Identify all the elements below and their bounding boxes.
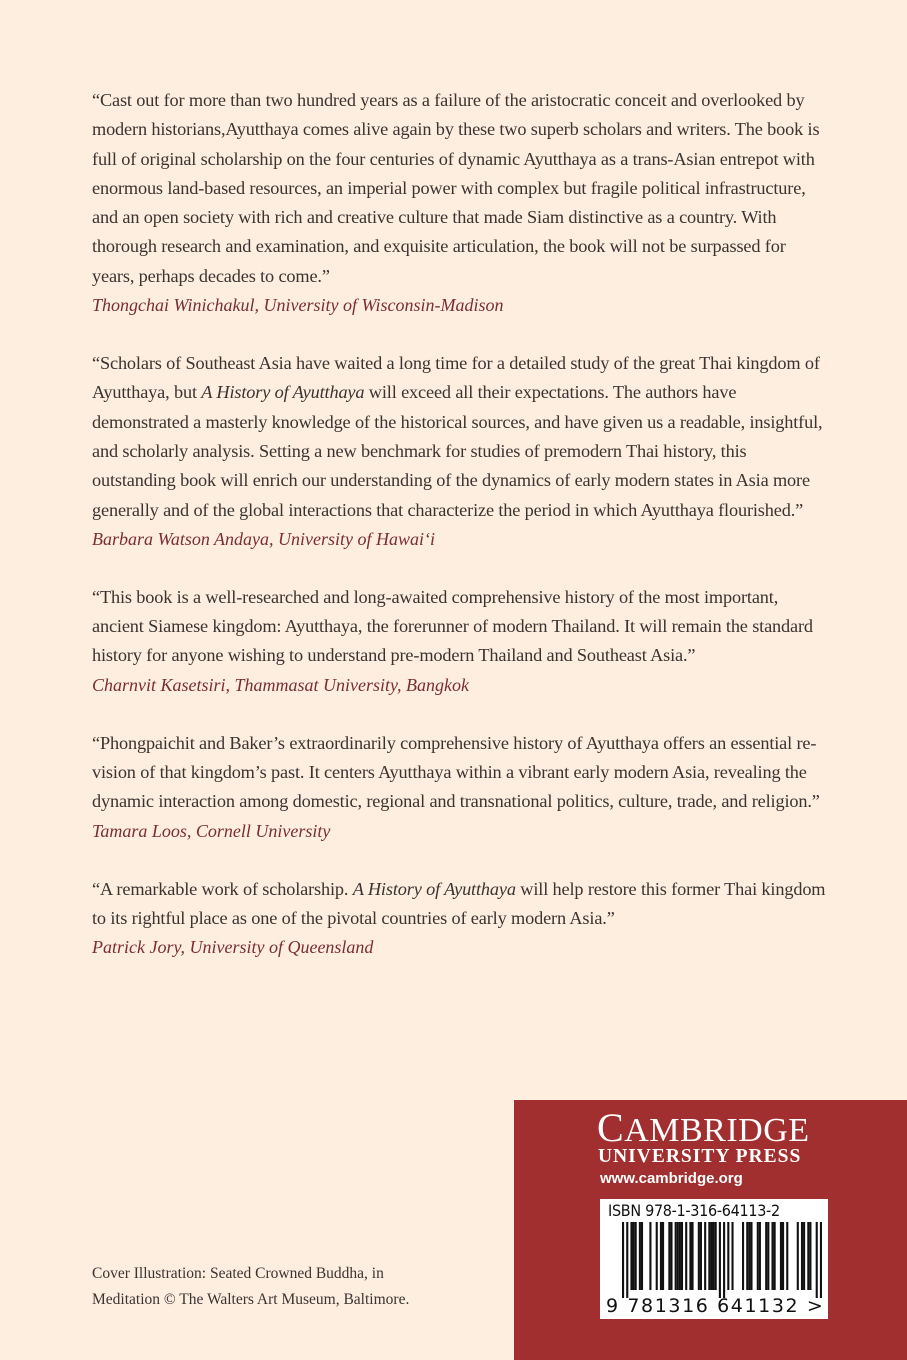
barcode-bar — [675, 1222, 677, 1290]
barcode-bar — [767, 1222, 769, 1290]
barcode-bar — [633, 1222, 635, 1290]
quote-text: “A remarkable work of scholarship. — [92, 878, 353, 899]
quote-text: “This book is a well-researched and long-awaited comprehensive history of the most important, ancient Siamese kingdom: Ayutthaya, the forerunner of modern Thailand. It will remain the standard history for anyone wishing to understand pre-modern Thailand and Southeast Asia.” — [92, 586, 813, 666]
credit-line-2: Meditation © The Walters Art Museum, Baltimore. — [92, 1291, 410, 1308]
isbn-label: ISBN 978-1-316-64113-2 — [608, 1201, 780, 1220]
logo-rest: AMBRIDGE — [624, 1112, 810, 1149]
endorsement — [92, 729, 832, 846]
credit-line-1: Cover Illustration: Seated Crowned Buddha, in — [92, 1265, 384, 1282]
barcode-bar — [723, 1222, 725, 1298]
publisher-panel — [514, 1100, 907, 1360]
barcode-bar — [748, 1222, 750, 1290]
quote-text: will help restore this former Thai kingdom to its rightful place as one of the pivotal countries of early modern Asia.” — [92, 878, 826, 928]
quote-text: “Phongpaichit and Baker’s extraordinarily comprehensive history of Ayutthaya offers an essential re-vision of that kingdom’s past. It centers Ayutthaya within a vibrant early modern Asia, revealing the dynamic interaction among domestic, regional and transnational politics, culture, trade, and religion.” — [92, 732, 820, 812]
barcode-bar — [677, 1222, 679, 1290]
barcode-bar — [622, 1222, 624, 1298]
logo-initial: C — [597, 1105, 625, 1150]
barcode-bar — [801, 1222, 803, 1290]
barcode-bar — [626, 1222, 628, 1298]
barcode-bar — [771, 1222, 773, 1290]
barcode-bar — [816, 1222, 818, 1298]
endorsements — [92, 86, 832, 991]
publisher-website: www.cambridge.org — [600, 1170, 743, 1187]
barcode-bar — [700, 1222, 702, 1290]
endorsement-quote — [92, 729, 832, 817]
barcode-bar — [759, 1222, 761, 1290]
barcode-bar — [742, 1222, 744, 1290]
barcode-bar — [649, 1222, 651, 1290]
cover-illustration-credit — [92, 1261, 512, 1313]
barcode-bar — [708, 1222, 710, 1290]
barcode-bar — [820, 1222, 822, 1298]
barcode-bar — [809, 1222, 811, 1290]
barcode-bar — [780, 1222, 782, 1290]
barcode-bar — [710, 1222, 712, 1290]
endorsement — [92, 349, 832, 554]
barcode-bar — [746, 1222, 748, 1290]
endorsement-attribution: Charnvit Kasetsiri, Thammasat University, Bangkok — [92, 674, 469, 695]
barcode-bar — [719, 1222, 721, 1298]
quote-text: “Scholars of Southeast Asia have waited a long time for a detailed study of the great Thai kingdom of Ayutthaya, but — [92, 353, 820, 403]
barcode-bar — [803, 1222, 805, 1290]
barcode-bar — [782, 1222, 784, 1290]
barcode-bar — [704, 1222, 706, 1290]
barcode-bar — [656, 1222, 658, 1290]
book-title: A History of Ayutthaya — [201, 382, 365, 403]
barcode-bars — [622, 1222, 822, 1298]
endorsement-attribution: Thongchai Winichakul, University of Wisconsin-Madison — [92, 295, 504, 316]
barcode-bar — [698, 1222, 700, 1290]
barcode-bar — [757, 1222, 759, 1290]
barcode-bar — [715, 1222, 717, 1290]
barcode-bar — [639, 1222, 641, 1290]
barcode-bar — [660, 1222, 662, 1290]
isbn-barcode — [600, 1199, 828, 1319]
barcode-bar — [713, 1222, 715, 1290]
barcode-bar — [679, 1222, 681, 1290]
barcode-bar — [786, 1222, 788, 1290]
barcode-bar — [727, 1222, 729, 1290]
quote-text: “Cast out for more than two hundred years as a failure of the aristocratic conceit and overlooked by modern historians,Ayutthaya comes alive again by these two superb scholars and writers. The book is full of original scholarship on the four centuries of dynamic Ayutthaya as a trans-Asian entrepot with enormous land-based resources, an imperial power with complex but fragile political infrastructure, and an open society with rich and creative culture that made Siam distinctive as a country. With thorough research and examination, and exquisite articulation, the book will not be surpassed for years, perhaps decades to come.” — [92, 90, 820, 286]
endorsement-attribution: Patrick Jory, University of Queensland — [92, 937, 374, 958]
barcode-bar — [750, 1222, 752, 1290]
endorsement — [92, 86, 832, 320]
endorsement-quote — [92, 583, 832, 671]
barcode-bar — [765, 1222, 767, 1290]
book-title: A History of Ayutthaya — [352, 878, 516, 899]
barcode-bar — [731, 1222, 733, 1290]
barcode-bar — [807, 1222, 809, 1290]
barcode-bar — [630, 1222, 632, 1290]
endorsement — [92, 875, 832, 963]
barcode-bar — [668, 1222, 670, 1290]
endorsement-attribution: Barbara Watson Andaya, University of Hawai‘i — [92, 528, 435, 549]
endorsement-quote — [92, 875, 832, 934]
endorsement-quote — [92, 86, 832, 291]
barcode-bar — [635, 1222, 637, 1290]
barcode-bar — [681, 1222, 683, 1290]
barcode-bar — [774, 1222, 776, 1290]
quote-text: will exceed all their expectations. The authors have demonstrated a masterly knowledge of the historical sources, and have given us a readable, insightful, and scholarly analysis. Setting a new benchmark for studies of premodern Thai history, this outstanding book will enrich our understanding of the dynamics of early modern states in Asia more generally and of the global interactions that characterize the period in which Ayutthaya flourished.” — [92, 382, 823, 520]
barcode-bar — [691, 1222, 693, 1290]
barcode-bar — [662, 1222, 664, 1290]
barcode-bar — [797, 1222, 799, 1290]
endorsement-attribution: Tamara Loos, Cornell University — [92, 820, 331, 841]
barcode-bar — [641, 1222, 643, 1290]
endorsement-quote — [92, 349, 832, 525]
endorsement — [92, 583, 832, 700]
barcode-bar — [689, 1222, 691, 1290]
publisher-subname: UNIVERSITY PRESS — [598, 1146, 802, 1167]
barcode-digits: 9 781316 641132 > — [606, 1295, 825, 1317]
barcode-bar — [685, 1222, 687, 1290]
barcode-bar — [670, 1222, 672, 1290]
